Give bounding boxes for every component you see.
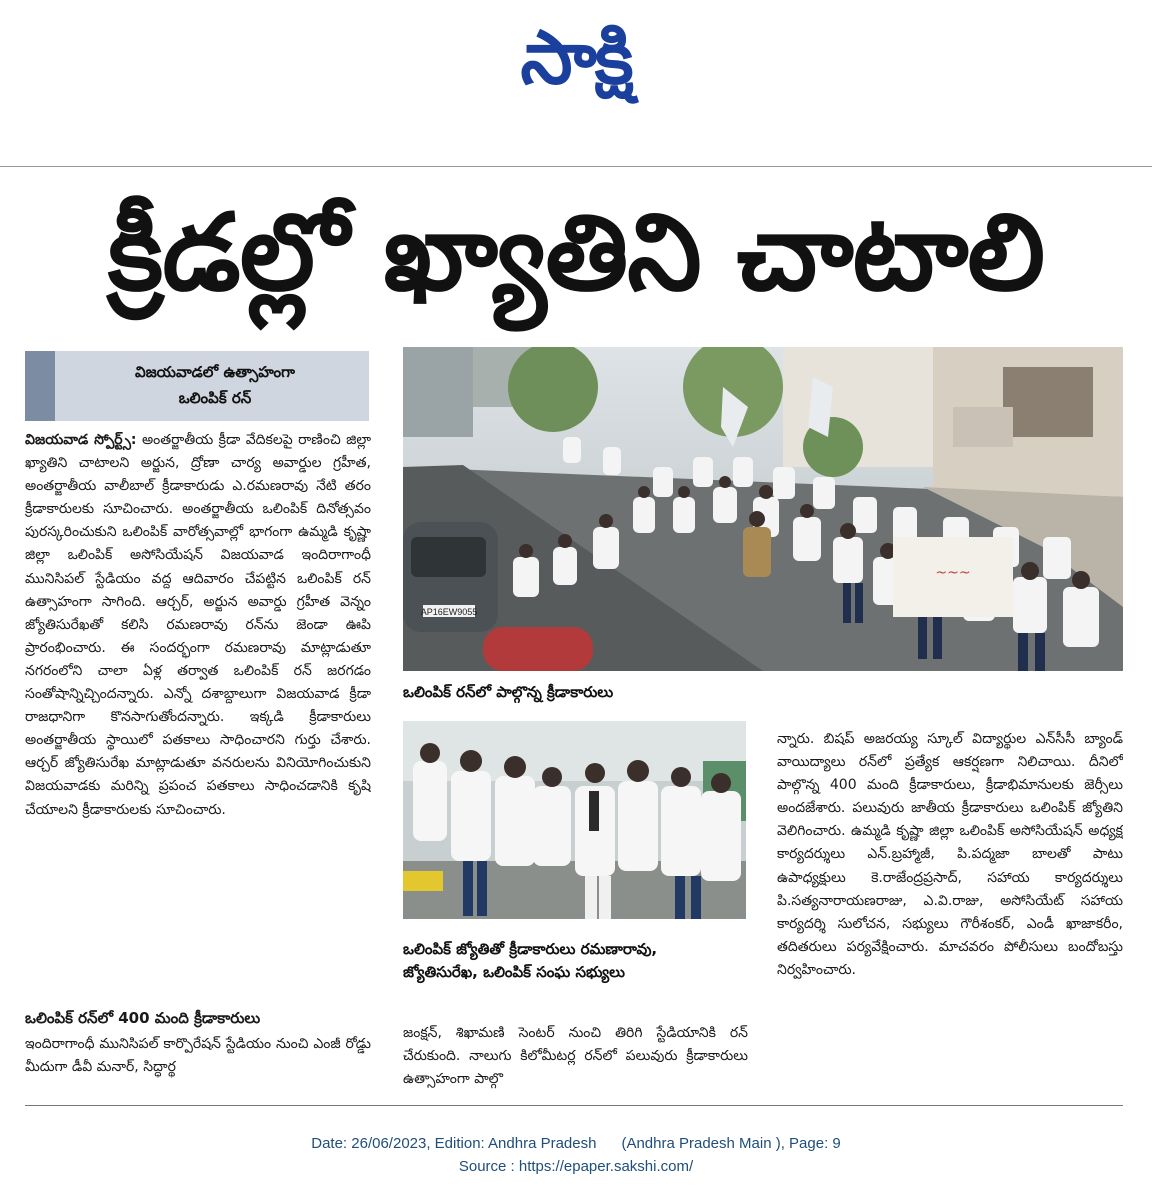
olympic-run-illustration (403, 347, 1123, 671)
article-column-2: జంక్షన్, శిఖామణి సెంటర్ నుంచి తిరిగి స్టేడియానికి రన్ చేరుకుంది. నాలుగు కిలోమీటర్ల రన్‌లో పలువురు క్రీడాకారులు ఉత్సాహంగా పాల్గొ (403, 1025, 748, 1088)
subheading-line-1: విజయవాడలో ఉత్సాహంగా (135, 363, 295, 381)
photo-2-caption (403, 938, 746, 984)
column-1-body: అంతర్జాతీయ క్రీడా వేదికలపై రాణించి జిల్లా ఖ్యాతిని చాటాలని అర్జున, ద్రోణా చార్య అవార్డుల గ్రహీత, అంతర్జాతీయ వాలీబాల్ క్రీడాకారుడు ఎ.రమణరావు నేటి తరం క్రీడాకారులకు సూచించారు. అంతర్జాతీయ ఒలింపిక్ దినోత్సవం పురస్కరించుకుని ఒలింపిక్ వారోత్సవాల్లో భాగంగా ఉమ్మడి కృష్ణా జిల్లా ఒలింపిక్ అసోసియేషన్ విజయవాడ ఇందిరాగాంధీ మునిసిపల్ స్టేడియం వద్ద ఆదివారం చేపట్టిన ఒలింపిక్ రన్ ఉత్సాహంగా సాగింది. ఆర్చర్, అర్జున అవార్డు గ్రహీత వెన్నం జ్యోతిసురేఖతో కలిసి రమణరావు రన్‌ను జెండా ఊపి ప్రారంభించారు. ఈ సందర్భంగా రమణరావు మాట్లాడుతూ నగరంలోని చాలా ఏళ్ల తర్వాత ఒలింపిక్ రన్ జరగడం సంతోషాన్నిచ్చిందన్నారు. ఎన్నో దశాబ్దాలుగా విజయవాడ క్రీడా రాజధానిగా కొనసాగుతోందన్నారు. ఇక్కడి క్రీడాకారులు అంతర్జాతీయ స్థాయిలో పతకాలు సాధించారని గుర్తు చేశారు. ఆర్చర్ జ్యోతిసురేఖ మాట్లాడుతూ వనరులను వినియోగించుకుని విజయవాడకు మరిన్ని ప్రపంచ పతకాలు సాధించడానికి కృషి చేయాలని క్రీడాకారులకు సూచించారు. (25, 432, 371, 818)
article-column-3: న్నారు. బిషప్ అజరయ్య స్కూల్ విద్యార్థుల ఎన్‌సీసీ బ్యాండ్ వాయిద్యాలు రన్‌లో ప్రత్యేక ఆకర్షణగా నిలిచాయి. దీనిలో పాల్గొన్న 400 మంది క్రీడాకారులు, క్రీడాభిమానులకు జెర్సీలు అందజేశారు. పలువురు జాతీయ క్రీడాకారులు ఒలింపిక్ జ్యోతిని వెలిగించారు. ఉమ్మడి కృష్ణా జిల్లా ఒలింపిక్ అసోసియేషన్ అధ్యక్ష కార్యదర్శులు ఎన్.బ్రహ్మాజీ, పి.పద్మజా బాలతో పాటు ఉపాధ్యక్షులు కె.రాజేంద్రప్రసాద్, సహాయ కార్యదర్శులు పి.సత్యనారాయణరాజు, ఎ.వి.రాజు, అసోసియేట్ సహాయ కార్యదర్శి సులోచన, సభ్యులు గౌరీశంకర్, ఎండీ ఖాజాకరీం, తదితరులు పర్యవేక్షించారు. మాచవరం పోలీసులు బందోబస్తు నిర్వహించారు. (777, 731, 1123, 978)
article-column-1 (25, 429, 371, 1007)
subheading-box (25, 351, 369, 421)
footer-divider (25, 1105, 1123, 1106)
headline: క్రీడల్లో ఖ్యాతిని చాటాలి (107, 191, 1045, 314)
source-link[interactable]: Source : https://epaper.sakshi.com/ (458, 1158, 694, 1175)
photo-2-caption-line-1: ఒలింపిక్ జ్యోతితో క్రీడాకారులు రమణారావు, (403, 940, 658, 958)
newspaper-logo: సాక్షి (520, 15, 632, 101)
photo-1-caption: ఒలింపిక్ రన్‌లో పాల్గొన్న క్రీడాకారులు (403, 683, 614, 701)
dateline: విజయవాడ స్పోర్ట్స్: (25, 432, 137, 448)
column-1-tail: ఇందిరాగాంధీ మునిసిపల్ కార్పొరేషన్ స్టేడియం నుంచి ఎంజీ రోడ్డు మీదుగా డీవీ మనార్, సిద్ధార్థ (25, 1036, 371, 1076)
svg-text:~~~: ~~~ (935, 565, 971, 581)
olympic-torch-illustration (403, 721, 746, 919)
edition-info: Date: 26/06/2023, Edition: Andhra Pradesh (Andhra Pradesh Main ), Page: 9 (311, 1135, 841, 1152)
article-subhead: ఒలింపిక్ రన్‌లో 400 మంది క్రీడాకారులు (25, 1009, 261, 1027)
photo-olympic-torch (403, 721, 746, 919)
subheading-accent-bar (25, 351, 55, 421)
photo-2-caption-line-2: జ్యోతిసురేఖ, ఒలింపిక్ సంఘ సభ్యులు (403, 963, 625, 981)
vehicle-plate: AP16EW9055 (420, 607, 478, 617)
masthead-divider (0, 166, 1152, 167)
subheading-line-2: ఒలింపిక్ రన్ (178, 389, 252, 407)
photo-olympic-run (403, 347, 1123, 671)
